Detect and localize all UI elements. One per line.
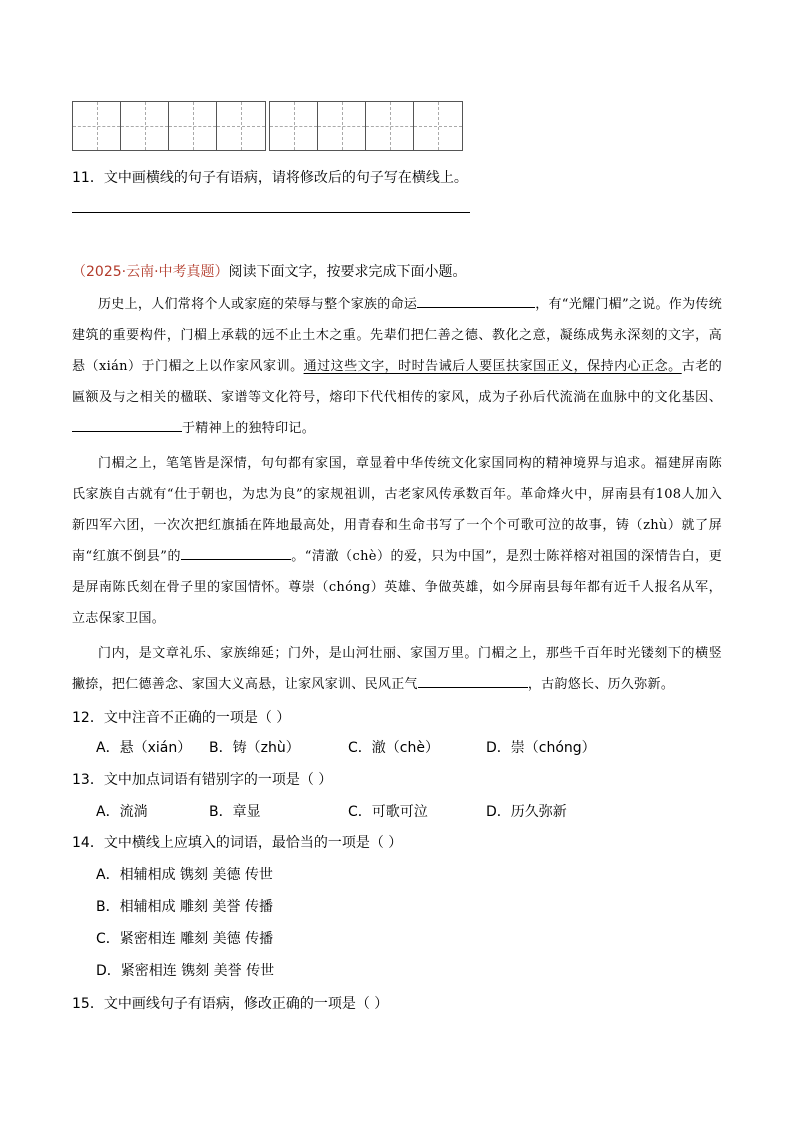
underlined-sentence: 通过这些文字，时时告诫后人要匡扶家国正义，保持内心正念。 [303,359,682,374]
paragraph-2 [72,448,722,634]
q14-option-d[interactable]: D．紧密相连 镌刻 美誉 传世 [96,963,275,979]
p1-text-b: ，有“光耀门楣”之说。作为传统建筑的重要构件，门楣上承载的远不止土木之重。先辈们把仁善之德、教化之意，凝练成隽永深刻的文字，高悬（xián）于门楣之上以作家风家训。 [72,297,722,374]
answer-line[interactable] [72,212,470,213]
question-14: 14．文中横线上应填入的词语，最恰当的一项是（ ） [72,835,403,851]
paragraph-1 [72,289,722,444]
p2-text-a: 门楣之上，笔笔皆是深情，句句都有家国，章显着中华传统文化家国同构的精神境界与追求。福建屏南陈氏家族自古就有“仕于朝也，为忠为良”的家规祖训，古老家风传承数百年。革命烽火中，屏南县有108人加入新四军六团，一次次把红旗插在阵地最高处，用青春和生命书写了一个个可歌可泣的故事，铸（zhù）就了屏南“红旗不倒县”的 [72,456,722,564]
grid-cell [121,102,169,150]
q13-option-c[interactable]: C．可歌可泣 [348,804,428,820]
section-heading [72,262,467,282]
grid-cell [414,102,462,150]
p3-text-a: 门内，是文章礼乐、家族绵延；门外，是山河壮丽、家国万里。门楣之上，那些千百年时光镂刻下的横竖撇捺，把仁德善念、家国大义高悬，让家风家训、民风正气 [72,646,722,692]
grid-cell [73,102,121,150]
blank-3[interactable] [181,545,291,560]
p1-text-c: 古老的匾额及与之相关的楹联、家谱等文化符号，熔印下代代相传的家风，成为子孙后代流淌在血脉中的文化基因、 [72,359,722,405]
q12-option-d[interactable]: D．崇（chóng） [486,740,596,756]
q14-option-b[interactable]: B．相辅相成 雕刻 美誉 传播 [96,899,273,915]
q14-option-a[interactable]: A．相辅相成 镌刻 美德 传世 [96,867,273,883]
question-12: 12．文中注音不正确的一项是（ ） [72,710,291,726]
q12-option-c[interactable]: C．澈（chè） [348,740,439,756]
p1-text-d: 于精神上的独特印记。 [182,421,316,436]
question-11: 11．文中画横线的句子有语病，请将修改后的句子写在横线上。 [72,170,468,186]
grid-cell [318,102,366,150]
grid-cell [169,102,217,150]
grid-cell [366,102,414,150]
p2-text-b: 。“清澈（chè）的爱，只为中国”，是烈士陈祥榕对祖国的深情告白，更是屏南陈氏刻在骨子里的家国情怀。尊崇（chóng）英雄、争做英雄，如今屏南县每年都有近千人报名从军，立志保家卫国。 [72,549,723,626]
paragraph-3 [72,638,722,700]
blank-1[interactable] [417,293,535,308]
q12-option-b[interactable]: B．铸（zhù） [209,740,300,756]
p1-text-a: 历史上，人们常将个人或家庭的荣辱与整个家族的命运 [98,297,418,312]
q13-option-b[interactable]: B．章显 [209,804,261,820]
reading-passage [72,289,722,700]
writing-grid [72,101,463,151]
section-instruction: 阅读下面文字，按要求完成下面小题。 [228,264,467,280]
q13-option-a[interactable]: A．流淌 [96,804,148,820]
grid-group-1 [72,101,266,151]
q12-option-a[interactable]: A．悬（xián） [96,740,192,756]
question-13: 13．文中加点词语有错别字的一项是（ ） [72,772,333,788]
blank-4[interactable] [418,673,528,688]
q13-option-d[interactable]: D．历久弥新 [486,804,567,820]
grid-group-2 [269,101,463,151]
grid-cell [217,102,265,150]
q14-option-c[interactable]: C．紧密相连 雕刻 美德 传播 [96,931,274,947]
p3-text-b: ，古韵悠长、历久弥新。 [527,677,675,692]
source-tag: （2025·云南·中考真题） [72,264,229,280]
grid-cell [270,102,318,150]
blank-2[interactable] [72,417,182,432]
question-15: 15．文中画线句子有语病，修改正确的一项是（ ） [72,996,389,1012]
